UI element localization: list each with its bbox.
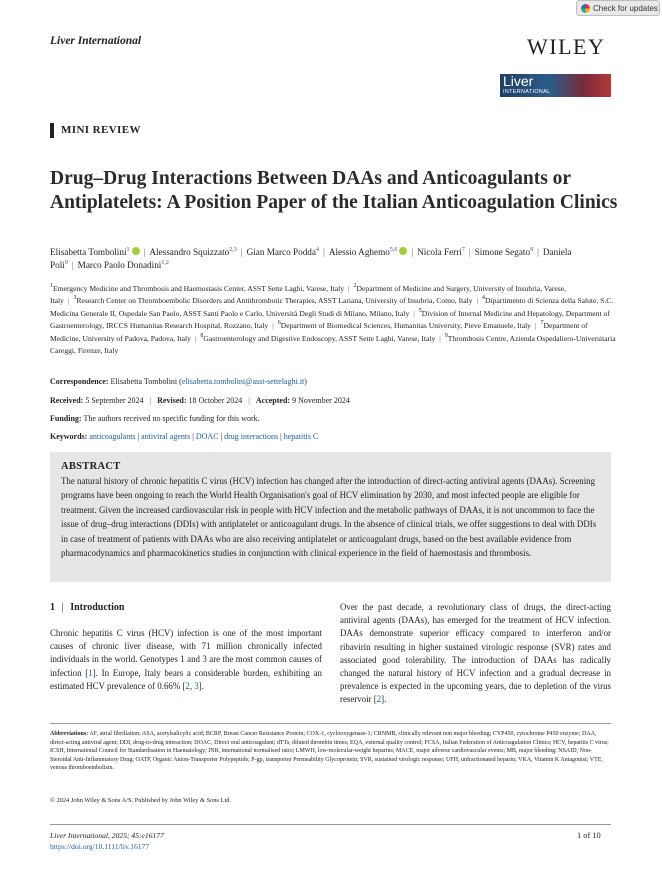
journal-logo-subtext: INTERNATIONAL xyxy=(503,89,551,95)
intro-column-left: Chronic hepatitis C virus (HCV) infection is one of the most important causes of chronic liver disease, with 71 million chronically infected individuals in the world. Genotypes 1 and 3 are the most common causes of infection [1]. In Europe, Italy bears a considerable burden, exhibiting an estimated HCV prevalence of 0.66% [2, 3]. xyxy=(50,628,322,691)
divider xyxy=(50,723,611,724)
keyword[interactable]: drug interactions xyxy=(224,432,279,441)
separator: | xyxy=(468,247,471,257)
author-list xyxy=(50,246,620,272)
article-dates: Received: 5 September 2024 | Revised: 18 October 2024 | Accepted: 9 November 2024 xyxy=(50,396,350,405)
separator: | xyxy=(411,247,414,257)
separator: | xyxy=(190,432,196,441)
revised-label: Revised: xyxy=(157,396,187,405)
author-affiliation-marker[interactable]: 1 xyxy=(126,247,130,253)
journal-logo xyxy=(500,74,611,97)
correspondence-label: Correspondence: xyxy=(50,377,109,386)
author-affiliation-marker[interactable]: 1,2 xyxy=(161,260,169,266)
accepted-date: 9 November 2024 xyxy=(292,396,350,405)
author-name[interactable]: Nicola Ferri xyxy=(417,247,462,257)
article-title: Drug–Drug Interactions Between DAAs and Anticoagulants or Antiplatelets: A Position Paper of the Italian Anticoagulation Clinics xyxy=(50,168,618,213)
reference-link[interactable]: 3 xyxy=(194,680,199,691)
separator: | xyxy=(537,247,539,257)
footer-divider xyxy=(50,824,611,825)
separator: | xyxy=(278,432,284,441)
author-name[interactable]: Alessandro Squizzato xyxy=(149,247,230,257)
keyword[interactable]: anticoagulants xyxy=(89,432,136,441)
separator: | xyxy=(413,308,415,318)
separator: | xyxy=(240,247,243,257)
author-name[interactable]: Simone Segato xyxy=(474,247,531,257)
abstract-text: The natural history of chronic hepatitis C virus (HCV) infection has changed after the introduction of direct-acting antiviral agents (DAAs). Screening programs have been ongoing to reach the World Health Organisation's goal of HCV elimination by 2030, and most infected people are eligible for treatment. Given the increased cardiovascular risk in people with HCV infection and the metabolic pathways of DAAs, it is not uncommon to face the issue of drug–drug interactions (DDIs) with antiplatelet or anticoagulant drugs. In the absence of clinical trials, we offer suggestions to deal with DDIs in case of treatment of patients with DAAs who are also receiving antiplatelet or anticoagulant drugs, based on the best available evidence from pharmacodynamics and pharmacokinetics studies in conjunction with clinical experience in the field of haemostasis and thrombosis. xyxy=(61,476,597,559)
separator: | xyxy=(135,432,142,441)
reference-link[interactable]: 2 xyxy=(185,680,190,691)
intro-text: ]. In Europe, Italy bears a considerable burden, exhibiting an estimated HCV prevalence of 0.66% [ xyxy=(50,667,322,691)
author-affiliation-marker[interactable]: 2,3 xyxy=(229,247,237,253)
intro-column-right xyxy=(340,601,611,707)
doi-link[interactable]: https://doi.org/10.1111/liv.16177 xyxy=(50,842,150,851)
author-affiliation-marker[interactable]: 4 xyxy=(315,247,319,253)
affiliations xyxy=(50,283,620,357)
separator: | xyxy=(476,296,479,306)
check-for-updates-label: Check for updates xyxy=(593,3,658,13)
author-name[interactable]: Alessio Aghemo xyxy=(328,247,390,257)
separator: | xyxy=(71,260,74,270)
funding xyxy=(50,414,260,423)
keyword[interactable]: antiviral agents xyxy=(141,432,191,441)
correspondence-name: Elisabetta Tombolini xyxy=(110,377,178,386)
affiliation-number: 1 xyxy=(50,283,53,289)
affiliation-number: 9 xyxy=(444,332,448,339)
separator: | xyxy=(194,333,197,343)
affiliation-text: Research Center on Thromboembolic Disorders and Antithrombotic Therapies, ASST Lariana, University of Insubria, Como, Italy xyxy=(76,296,473,306)
separator: | xyxy=(322,247,325,257)
intro-text: Chronic hepatitis C virus (HCV) infection is one of the most important causes of chronic liver disease, with 71 million chronically infected individuals in the world. Genotypes 1 and 3 are the most common causes of infection [ xyxy=(50,628,322,678)
affiliation-text: Gastroenterology and Digestive Endoscopy, ASST Sette Laghi, Varese, Italy xyxy=(203,333,436,343)
author-name[interactable]: Daniela Poli xyxy=(50,247,572,270)
abbreviations-text: AF, atrial fibrillation; ASA, acetylsalicylic acid; BCRP, Breast Cancer Resistance Protein; COX-1, cyclooxygenase-1; CRNMB, clinically relevant non major bleeding; CYP450, cytochrome P450 enzyme; DAA, direct-acting antiviral agent; DDI, drug-to-drug interaction; DOAC, Direct oral anticoagulant; dTTs, diluted thrombin times; EQA, external quality control; FCSA, Italian Federation of Anticoagulation Clinics; HCV, hepatitis C virus; ICSH, International Council for Standardisation in Haematology; INR, international normalised ratio; LMWH, low-molecular-weight heparins; MACE, major adverse cardiovascular events; MB, major bleeding; NSAID, Non-Steroidal Anti-Inflammatory Drug; OATP, Organic Anion-Transporter Polypeptide; P-gp, transporter Permeability Glycoprotein; SVR, sustained virologic response; UFH, unfractionated heparin; VKA, Vitamin K Antagonist; VTE, venous thromboembolism. xyxy=(50,731,609,772)
affiliation-number: 4 xyxy=(482,295,486,302)
affiliation-text: Division of Internal Medicine and Hepatology, Department of Gastroenterology, IRCCS Humanitas Research Hospital, Rozzano, Italy xyxy=(50,308,610,331)
author-affiliation-marker[interactable]: 8 xyxy=(530,247,534,253)
keywords-label: Keywords: xyxy=(50,432,88,441)
separator: | xyxy=(67,296,70,306)
keywords xyxy=(50,432,318,441)
affiliation-text: Department of Medicine, University of Padova, Padova, Italy xyxy=(50,321,588,343)
copyright: © 2024 John Wiley & Sons A/S. Published by John Wiley & Sons Ltd. xyxy=(50,797,232,804)
journal-name: Liver International xyxy=(50,35,142,47)
section-heading-introduction: 1 | Introduction xyxy=(50,602,125,613)
received-date: 5 September 2024 xyxy=(85,396,144,405)
author-name[interactable]: Marco Paolo Donadini xyxy=(77,260,162,270)
affiliation-number: 5 xyxy=(418,307,422,314)
separator: | xyxy=(272,321,274,331)
author-affiliation-marker[interactable]: 9 xyxy=(64,260,68,266)
funding-text: The authors received no specific funding for this work. xyxy=(83,414,260,423)
crossmark-icon xyxy=(581,4,590,13)
accepted-label: Accepted: xyxy=(255,396,291,405)
affiliation-number: 7 xyxy=(540,320,544,327)
affiliation-number: 3 xyxy=(73,295,77,302)
abstract-box xyxy=(50,452,611,582)
footer-citation: Liver International, 2025; 45:e16177 xyxy=(50,831,164,840)
affiliation-number: 8 xyxy=(200,332,204,339)
reference-link[interactable]: 1 xyxy=(88,667,93,678)
affiliation-text: Dipartimento di Scienza della Salute, S.C. Medicina Generale II, Ospedale San Paolo, ASST Santi Paolo e Carlo, Università Degli Studi di Milano, Milano, Italy xyxy=(50,296,614,318)
keyword-list xyxy=(89,432,318,441)
section-number: 1 xyxy=(50,602,55,613)
correspondence-email-link[interactable]: elisabetta.tombolini@asst-settelaghi.it xyxy=(181,377,305,386)
intro-text: ]. xyxy=(198,680,204,691)
separator: | xyxy=(143,247,146,257)
keyword[interactable]: DOAC xyxy=(195,432,219,441)
author-name[interactable]: Gian Marco Podda xyxy=(246,247,316,257)
separator: | xyxy=(439,333,441,343)
check-for-updates-button[interactable] xyxy=(576,0,660,16)
affiliation-text: Thrombosis Centre, Azienda Ospedaliero-Universitaria Careggi, Firenze, Italy xyxy=(50,333,616,356)
author-affiliation-marker[interactable]: 7 xyxy=(461,247,465,253)
section-title: Introduction xyxy=(70,602,125,613)
article-type-bar xyxy=(50,123,54,138)
page-number: 1 of 10 xyxy=(577,831,601,840)
orcid-icon[interactable] xyxy=(132,247,140,255)
abbreviations xyxy=(50,730,611,773)
affiliation-number: 2 xyxy=(353,283,357,289)
separator: | xyxy=(534,321,537,331)
reference-link[interactable]: 2 xyxy=(376,694,382,705)
separator: | xyxy=(218,432,225,441)
author-affiliation-marker[interactable]: 5,6 xyxy=(389,247,398,253)
affiliation-text: Emergency Medicine and Thrombosis and Haemostasis Center, ASST Sette Laghi, Varese, Italy xyxy=(53,284,345,293)
orcid-icon[interactable] xyxy=(399,247,407,255)
article-type: MINI REVIEW xyxy=(61,124,141,136)
keyword[interactable]: hepatitis C xyxy=(283,432,319,441)
affiliation-text: Department of Medicine and Surgery, University of Insubria, Varese, Italy xyxy=(50,284,567,306)
revised-date: 18 October 2024 xyxy=(188,396,243,405)
journal-logo-text: Liver xyxy=(503,73,534,89)
abstract-heading: ABSTRACT xyxy=(61,461,121,472)
separator: | xyxy=(348,284,350,293)
abbreviations-label: Abbreviations: xyxy=(50,731,89,737)
affiliation-text: Department of Biomedical Sciences, Humanitas University, Pieve Emanuele, Italy xyxy=(280,321,531,331)
funding-label: Funding: xyxy=(50,414,82,423)
intro-text: Over the past decade, a revolutionary class of drugs, the direct-acting antiviral agents (DAAs), has emerged for the treatment of HCV infection. DAAs demonstrate superior efficacy compared to interferon and/or ribavirin resulting in higher sustained virologic response (SVR) rates and associated good tolerability. The introduction of DAAs has radically changed the natural history of HCV infection and a gradual decrease in prevalence is expected in the upcoming years, due to depletion of the virus reservoir [ xyxy=(340,602,611,705)
intro-text: ]. xyxy=(381,694,387,705)
publisher-logo: WILEY xyxy=(527,34,606,59)
received-label: Received: xyxy=(50,396,84,405)
correspondence: Correspondence: Elisabetta Tombolini (elisabetta.tombolini@asst-settelaghi.it) xyxy=(50,377,307,386)
author-name[interactable]: Elisabetta Tombolini xyxy=(50,247,127,257)
affiliation-number: 6 xyxy=(277,320,281,327)
